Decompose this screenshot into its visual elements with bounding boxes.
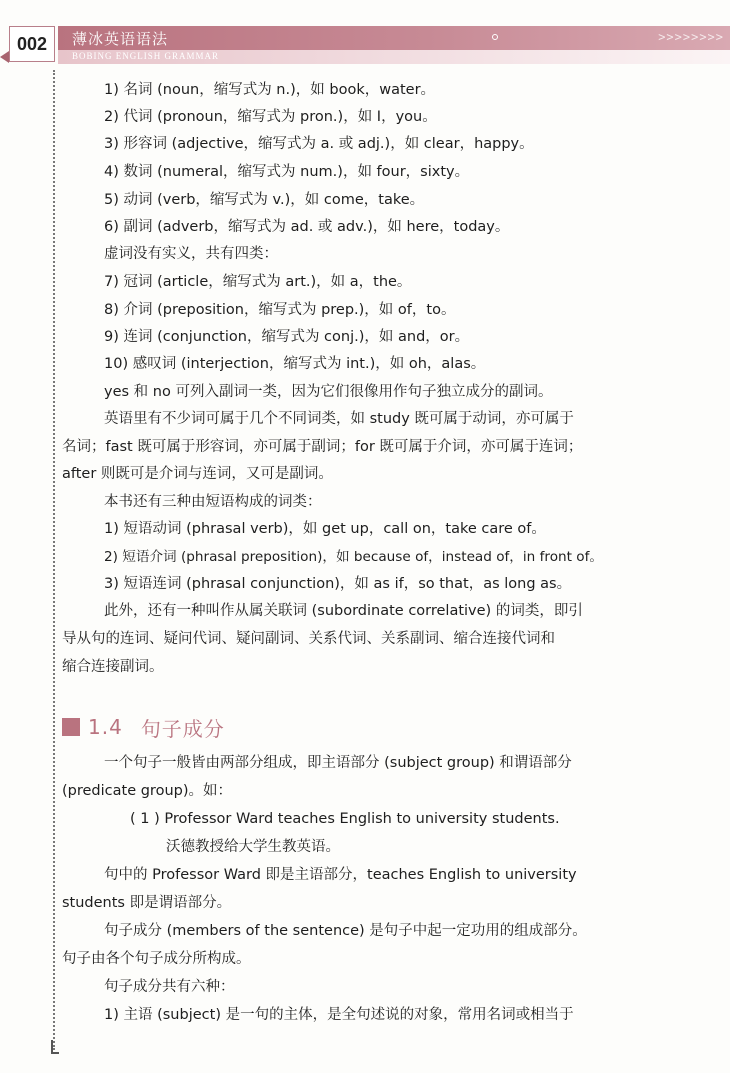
text-line: 3) 形容词 (adjective，缩写式为 a. 或 adj.)，如 clear，happy。 [104,136,534,152]
book-subtitle: BOBING ENGLISH GRAMMAR [72,51,220,61]
text-line: 导从句的连词、疑问代词、疑问副词、关系代词、关系副词、缩合连接代词和 [62,631,555,647]
square-bullet-icon [62,718,80,736]
text-line: 句子成分 (members of the sentence) 是句子中起一定功用的组成部分。 [104,923,587,939]
text-line: 3) 短语连词 (phrasal conjunction)，如 as if，so that，as long as。 [104,576,572,592]
text-line: 6) 副词 (adverb，缩写式为 ad. 或 adv.)，如 here，today。 [104,219,510,235]
text-line: 英语里有不少词可属于几个不同词类，如 study 既可属于动词，亦可属于 [104,411,574,427]
section-heading [62,713,225,741]
corner-mark-icon [51,1040,59,1054]
header-band [58,26,730,50]
text-line: 7) 冠词 (article，缩写式为 art.)，如 a，the。 [104,274,412,290]
circle-dot-icon [492,34,498,40]
text-line: 4) 数词 (numeral，缩写式为 num.)，如 four，sixty。 [104,164,470,180]
decorative-arrows: >>>>>>>> [658,30,724,44]
text-line: 1) 名词 (noun，缩写式为 n.)，如 book，water。 [104,82,436,98]
text-line: 句子由各个句子成分所构成。 [62,951,251,967]
text-line: 此外，还有一种叫作从属关联词 (subordinate correlative) 的词类，即引 [104,603,583,619]
text-line: 2) 短语介词 (phrasal preposition)，如 because of，instead of，in front of。 [104,549,603,565]
text-line: 缩合连接副词。 [62,659,164,675]
text-line: yes 和 no 可列入副词一类，因为它们很像用作句子独立成分的副词。 [104,384,553,400]
section-title: 句子成分 [140,716,225,741]
example-sentence: ( 1 ) Professor Ward teaches English to university students. [130,811,560,827]
header-sub-band [58,50,730,64]
left-arrow-icon [0,51,9,63]
book-title: 薄冰英语语法 [72,30,169,48]
text-line: 1) 主语 (subject) 是一句的主体，是全句述说的对象，常用名词或相当于 [104,1007,574,1023]
page-header [0,0,730,70]
text-line: 10) 感叹词 (interjection，缩写式为 int.)，如 oh，alas。 [104,356,486,372]
text-line: 9) 连词 (conjunction，缩写式为 conj.)，如 and，or。 [104,329,470,345]
example-translation: 沃德教授给大学生教英语。 [166,839,340,855]
text-line: 本书还有三种由短语构成的词类： [104,494,322,510]
text-line: 5) 动词 (verb，缩写式为 v.)，如 come，take。 [104,192,425,208]
text-line: (predicate group)。如： [62,783,232,799]
text-line: after 则既可是介词与连词，又可是副词。 [62,466,333,482]
text-line: 一个句子一般皆由两部分组成，即主语部分 (subject group) 和谓语部分 [104,755,572,771]
page-number: 002 [9,26,55,62]
text-line: 名词；fast 既可属于形容词，亦可属于副词；for 既可属于介词，亦可属于连词； [62,439,583,455]
text-line: 虚词没有实义，共有四类： [104,246,278,262]
text-line: students 即是谓语部分。 [62,895,232,911]
text-line: 8) 介词 (preposition，缩写式为 prep.)，如 of，to。 [104,302,456,318]
text-line: 句中的 Professor Ward 即是主语部分，teaches English to university [104,867,577,883]
text-line: 句子成分共有六种： [104,979,235,995]
text-line: 2) 代词 (pronoun，缩写式为 pron.)，如 I，you。 [104,109,437,125]
text-line: 1) 短语动词 (phrasal verb)，如 get up，call on，take care of。 [104,521,546,537]
section-number: 1.4 [88,715,123,739]
margin-dotted-rule [53,70,55,1050]
